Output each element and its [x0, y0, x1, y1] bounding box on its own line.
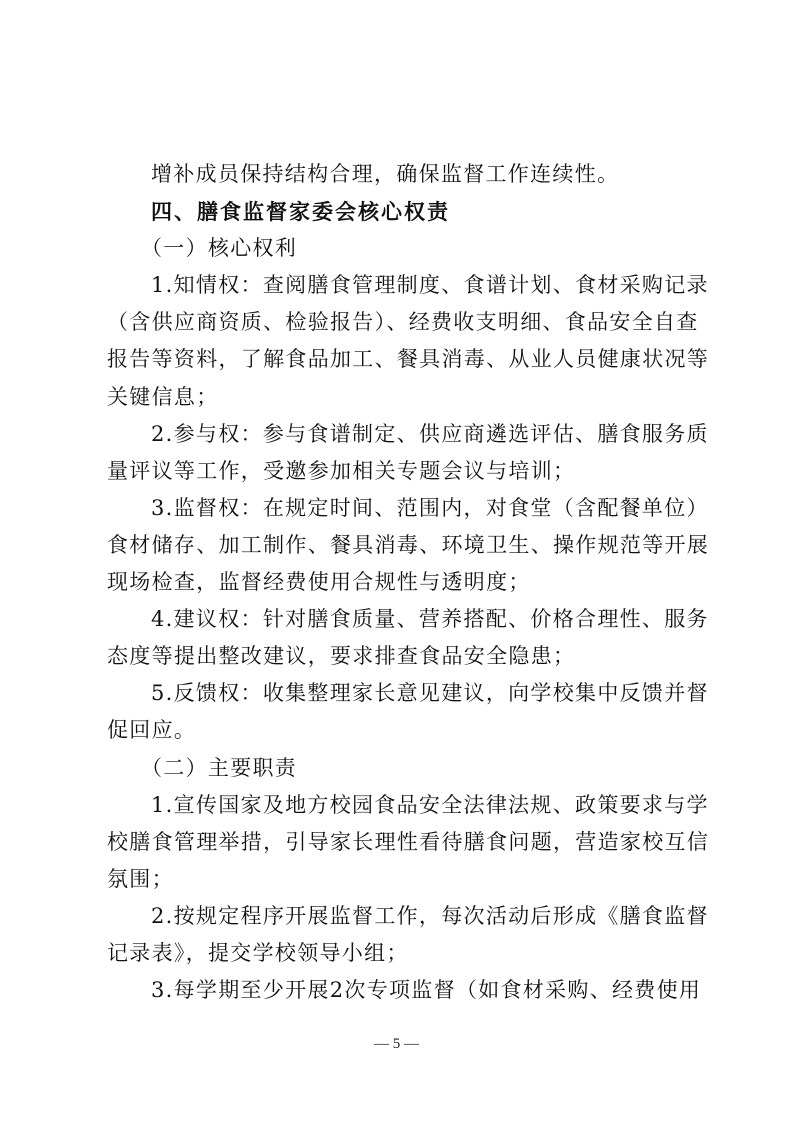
paragraph-line: 4.建议权：针对膳食质量、营养搭配、价格合理性、服务: [151, 607, 709, 632]
paragraph-line: 现场检查，监督经费使用合规性与透明度；: [107, 570, 531, 595]
subsection-heading: （一）核心权利: [141, 236, 298, 261]
paragraph-line: （含供应商资质、检验报告）、经费收支明细、食品安全自查: [107, 310, 699, 335]
paragraph-line: 3.每学期至少开展2次专项监督（如食材采购、经费使用: [151, 978, 702, 1003]
paragraph-line: 记录表》，提交学校领导小组；: [107, 940, 409, 965]
section-heading: 四、膳食监督家委会核心权责: [151, 199, 450, 225]
paragraph-line: 2.按规定程序开展监督工作，每次活动后形成《膳食监督: [151, 903, 709, 928]
paragraph-line: 校膳食管理举措，引导家长理性看待膳食问题，营造家校互信: [107, 829, 710, 854]
paragraph-line: 报告等资料，了解食品加工、餐具消毒、从业人员健康状况等: [107, 347, 710, 372]
paragraph-line: 关键信息；: [107, 384, 219, 409]
paragraph-line: 量评议等工作，受邀参加相关专题会议与培训；: [107, 458, 576, 483]
paragraph-line: 1.知情权：查阅膳食管理制度、食谱计划、食材采购记录: [151, 273, 709, 298]
paragraph-line: 态度等提出整改建议，要求排查食品安全隐患；: [107, 644, 576, 669]
paragraph-line: 促回应。: [107, 718, 197, 743]
paragraph-line: 3.监督权：在规定时间、范围内，对食堂（含配餐单位）: [151, 495, 709, 520]
page-number: — 5 —: [374, 1036, 419, 1052]
paragraph-line: 2.参与权：参与食谱制定、供应商遴选评估、膳食服务质: [151, 421, 709, 446]
paragraph-line: 食材储存、加工制作、餐具消毒、环境卫生、操作规范等开展: [107, 532, 710, 557]
subsection-heading: （二）主要职责: [141, 755, 298, 780]
paragraph-line: 5.反馈权：收集整理家长意见建议，向学校集中反馈并督: [151, 681, 709, 706]
document-body: [107, 156, 710, 1009]
paragraph-line: 氛围；: [107, 866, 174, 891]
paragraph-line: 1.宣传国家及地方校园食品安全法律法规、政策要求与学: [151, 792, 709, 817]
paragraph-line: 增补成员保持结构合理，确保监督工作连续性。: [151, 162, 620, 186]
